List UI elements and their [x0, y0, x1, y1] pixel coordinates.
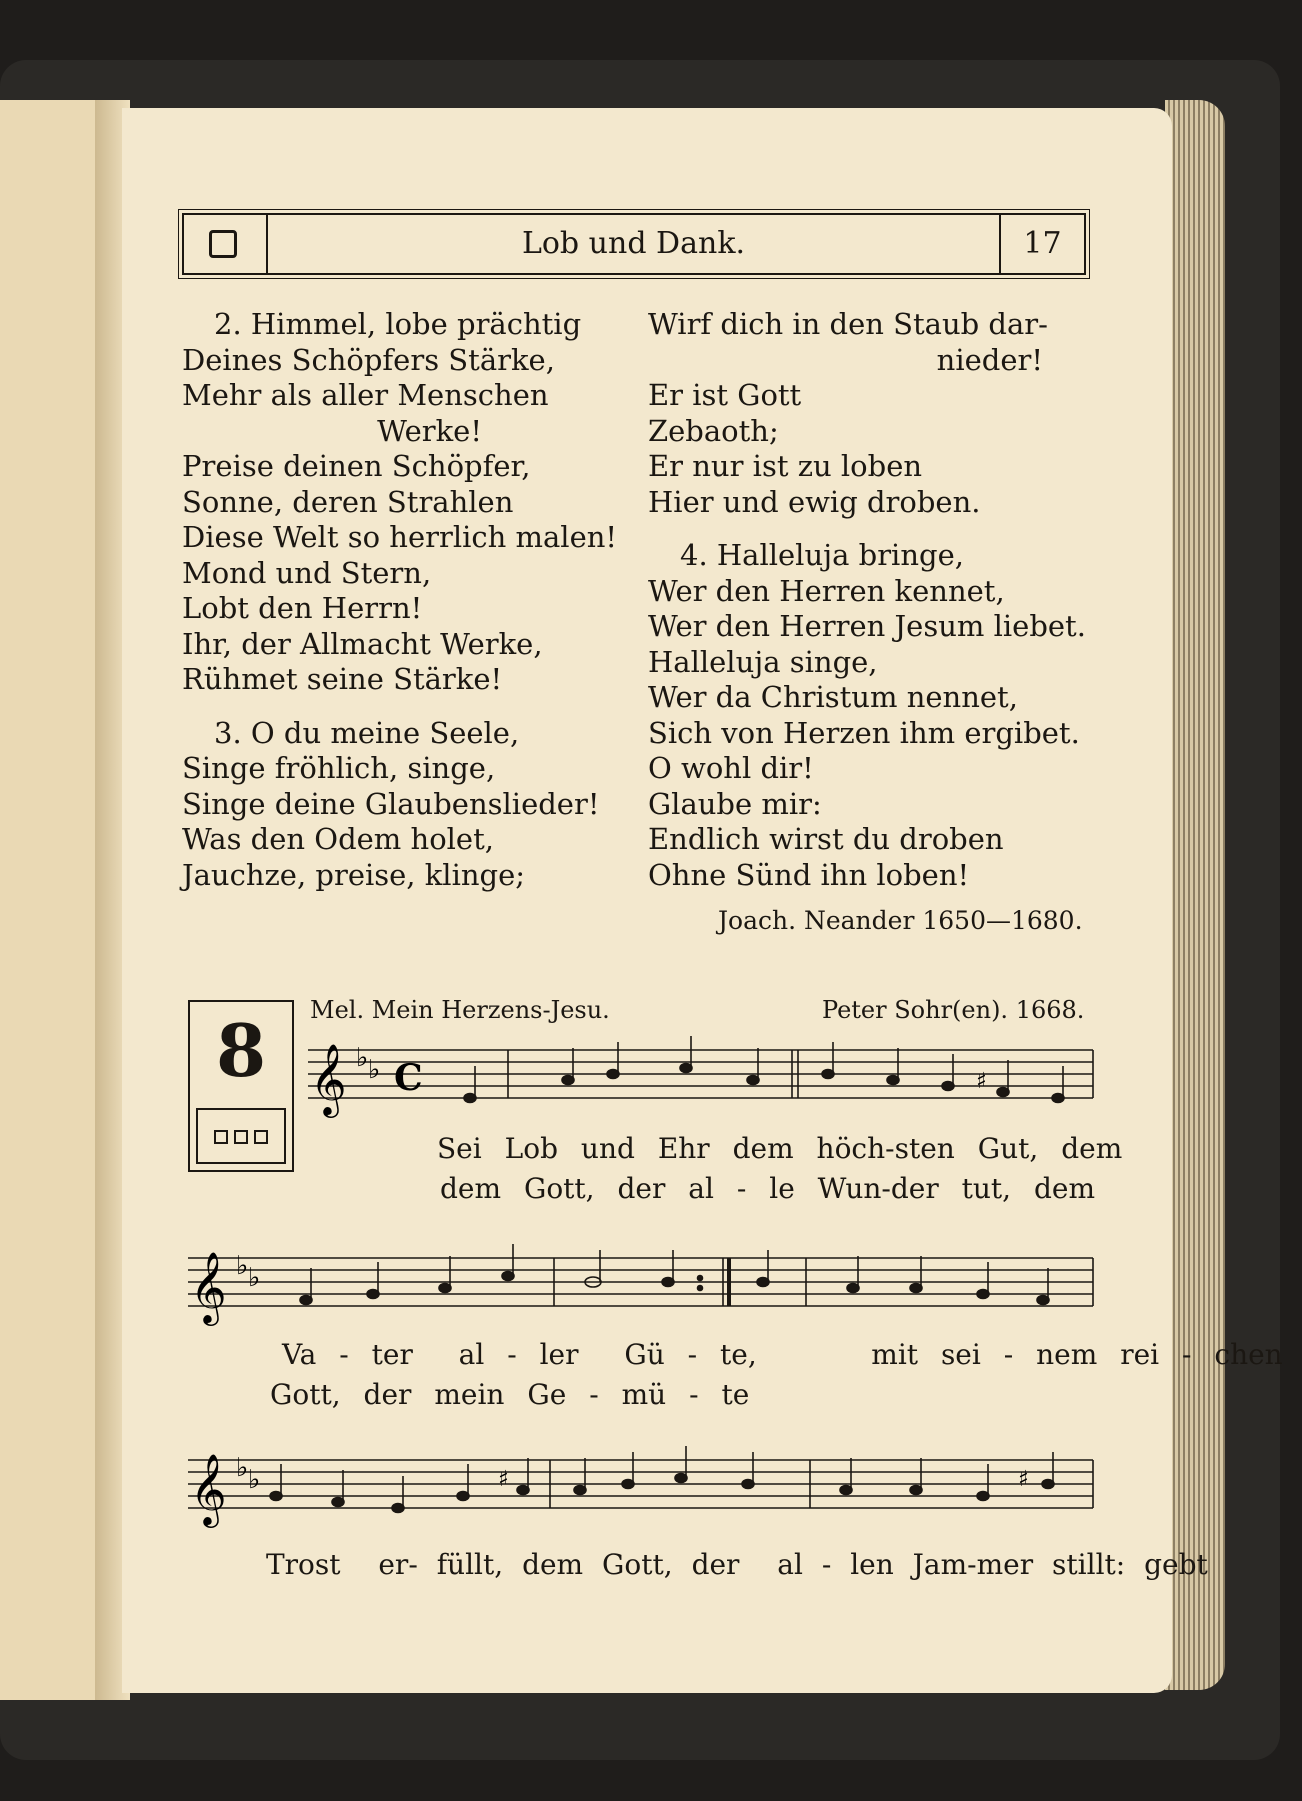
verse-line: Mond und Stern, — [182, 555, 432, 590]
composer-credit: Peter Sohr(en). 1668. — [822, 996, 1085, 1024]
page-number: 17 — [1023, 226, 1062, 261]
left-column — [182, 307, 618, 893]
square-ornament-icon — [209, 230, 237, 258]
sharp-icon: ♯ — [976, 1069, 987, 1094]
verse-line: Wer den Herren Jesum liebet. — [648, 609, 1086, 643]
verse-line: Deines Schöpfers Stärke, — [182, 342, 555, 377]
flat-icon: ♭ — [236, 1251, 249, 1281]
verse-line: Wer den Herren kennet, — [648, 573, 1005, 608]
right-column — [648, 307, 1088, 893]
verse-line: Endlich wirst du droben — [648, 822, 1004, 856]
verse-line: 3. O du meine Seele, — [214, 715, 520, 750]
square-ornament-icon — [214, 1130, 228, 1144]
common-time-icon: C — [394, 1057, 423, 1099]
verse-line: Wirf dich in den Staub dar- — [648, 307, 1048, 341]
music-staff-1 — [308, 1040, 1098, 1115]
sharp-icon: ♯ — [1018, 1467, 1029, 1492]
verse-line: Was den Odem holet, — [182, 822, 494, 856]
verse-line: Ohne Sünd ihn loben! — [648, 857, 970, 892]
verse-line: 4. Halleluja bringe, — [680, 538, 964, 572]
flat-icon: ♭ — [248, 1263, 261, 1293]
verse-line: Sonne, deren Strahlen — [182, 484, 514, 519]
verse-line: Lobt den Herrn! — [182, 591, 423, 625]
section-title: Lob und Dank. — [521, 226, 746, 261]
verse-line: Glaube mir: — [648, 786, 822, 821]
hymn-number: 8 — [215, 1008, 267, 1093]
treble-clef-icon: 𝄞 — [190, 1452, 227, 1525]
music-staff-2 — [188, 1248, 1098, 1323]
melody-reference: Mel. Mein Herzens-Jesu. — [310, 996, 610, 1024]
verse-line: Mehr als aller Menschen — [182, 378, 549, 412]
verse-line: Singe deine Glaubenslieder! — [182, 786, 600, 821]
treble-clef-icon: 𝄞 — [190, 1250, 227, 1323]
lyrics-line: Gott, der mein Ge - mü - te — [270, 1378, 750, 1411]
author-attribution: Joach. Neander 1650—1680. — [718, 906, 1083, 935]
verse-line: Singe fröhlich, singe, — [182, 751, 496, 785]
music-staff-3 — [188, 1450, 1098, 1525]
lyrics-line: Va - ter al - ler Gü - te, mit sei - nem rei - chen — [282, 1338, 1283, 1371]
verse-line: Ihr, der Allmacht Werke, — [182, 626, 543, 661]
page-edges — [1165, 100, 1225, 1690]
square-ornament-icon — [234, 1130, 248, 1144]
verse-line: Diese Welt so herrlich malen! — [182, 520, 618, 554]
flat-icon: ♭ — [356, 1043, 369, 1073]
lyrics-line: dem Gott, der al - le Wun-der tut, dem — [440, 1172, 1096, 1205]
lyrics-line: Sei Lob und Ehr dem höch-sten Gut, dem — [437, 1132, 1123, 1165]
verse-line: 2. Himmel, lobe prächtig — [214, 307, 582, 341]
verse-line: Preise deinen Schöpfer, — [182, 449, 531, 483]
flat-icon: ♭ — [236, 1453, 249, 1483]
verse-line: Zebaoth; — [648, 413, 779, 448]
verse-line: Jauchze, preise, klinge; — [182, 857, 526, 892]
verse-line: O wohl dir! — [648, 751, 814, 785]
square-ornament-icon — [254, 1130, 268, 1144]
treble-clef-icon: 𝄞 — [310, 1042, 347, 1115]
verse-line: Werke! — [377, 413, 482, 448]
verse-line: Wer da Christum nennet, — [648, 680, 1018, 714]
verse-line: Halleluja singe, — [648, 644, 878, 679]
verse-line: Er ist Gott — [648, 378, 802, 412]
sharp-icon: ♯ — [498, 1467, 509, 1492]
hymn-number-box — [188, 1000, 294, 1172]
lyrics-line: Trost er- füllt, dem Gott, der al - len Jam-mer stillt: gebt — [266, 1548, 1208, 1581]
verse-line: Er nur ist zu loben — [648, 449, 923, 483]
verse-line: Hier und ewig droben. — [648, 484, 981, 519]
flat-icon: ♭ — [248, 1465, 261, 1495]
flat-icon: ♭ — [368, 1055, 381, 1085]
verse-line: nieder! — [936, 342, 1043, 377]
page-header — [182, 213, 1086, 275]
verse-line: Sich von Herzen ihm ergibet. — [648, 715, 1080, 750]
verse-line: Rühmet seine Stärke! — [182, 662, 503, 696]
